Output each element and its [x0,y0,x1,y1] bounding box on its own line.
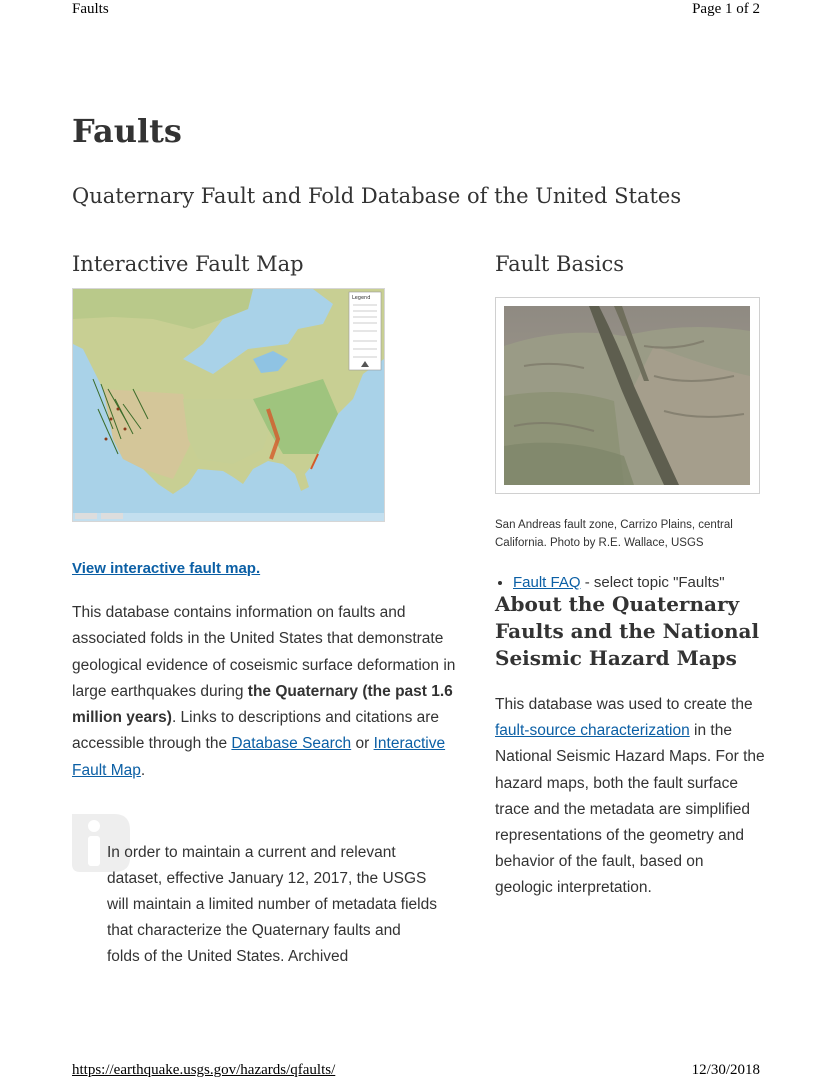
print-header [72,1,760,18]
print-date: 12/30/2018 [691,1062,760,1078]
notice-text: In order to maintain a current and relevant dataset, effective January 12, 2017, the USGS will maintain a limited number of metadata fields that characterize the Quaternary faults and folds of the United States. Archived [107,844,437,966]
faq-suffix: - select topic "Faults" [580,574,725,591]
fault-map-thumbnail[interactable] [72,288,385,522]
view-interactive-map-link[interactable]: View interactive fault map. [72,560,261,577]
right-column [495,250,765,902]
fault-basics-heading: Fault Basics [495,252,625,276]
about-part2: in the National Seismic Hazard Maps. For the hazard maps, both the fault surface trace and the metadata are simplified representations of the geometry and behavior of the fault, based on geologic interpretation. [495,722,765,897]
about-heading: About the Quaternary Faults and the National Seismic Hazard Maps [495,592,760,670]
page-title: Faults [72,112,182,150]
page-subtitle: Quaternary Fault and Fold Database of the United States [72,184,682,208]
list-item [513,574,765,591]
fault-photo-image [504,306,750,485]
left-column [72,250,482,974]
page-url[interactable]: https://earthquake.usgs.gov/hazards/qfaults/ [72,1062,336,1078]
quaternary-bold: the Quaternary (the past 1.6 million years) [72,682,453,727]
description-part1: This database contains information on faults and associated folds in the United States that demonstrate geological evidence of coseismic surface deformation in large earthquakes during [72,604,456,700]
print-header-title: Faults [72,1,109,17]
database-search-link[interactable]: Database Search [231,735,352,753]
about-text [495,692,765,902]
fault-source-link[interactable]: fault-source characterization [495,722,690,740]
map-legend-title: Legend [352,295,371,301]
fault-faq-link[interactable]: Fault FAQ [513,574,581,591]
fault-basics-list [495,574,765,591]
photo-caption: San Andreas fault zone, Carrizo Plains, central California. Photo by R.E. Wallace, USGS [495,519,733,549]
interactive-map-heading: Interactive Fault Map [72,252,304,276]
description-part2: . Links to descriptions and citations are accessible through the [72,709,440,753]
print-footer [72,1062,760,1079]
map-image [73,289,384,521]
san-andreas-photo-frame [495,297,760,494]
interactive-fault-map-link[interactable]: Interactive Fault Map [72,735,446,779]
description-part3: or [351,735,374,753]
database-description [72,600,482,784]
san-andreas-photo[interactable] [504,306,750,485]
info-notice [72,814,482,974]
about-part1: This database was used to create the [495,696,753,713]
description-part4: . [140,761,146,779]
print-page-number: Page 1 of 2 [692,1,760,17]
